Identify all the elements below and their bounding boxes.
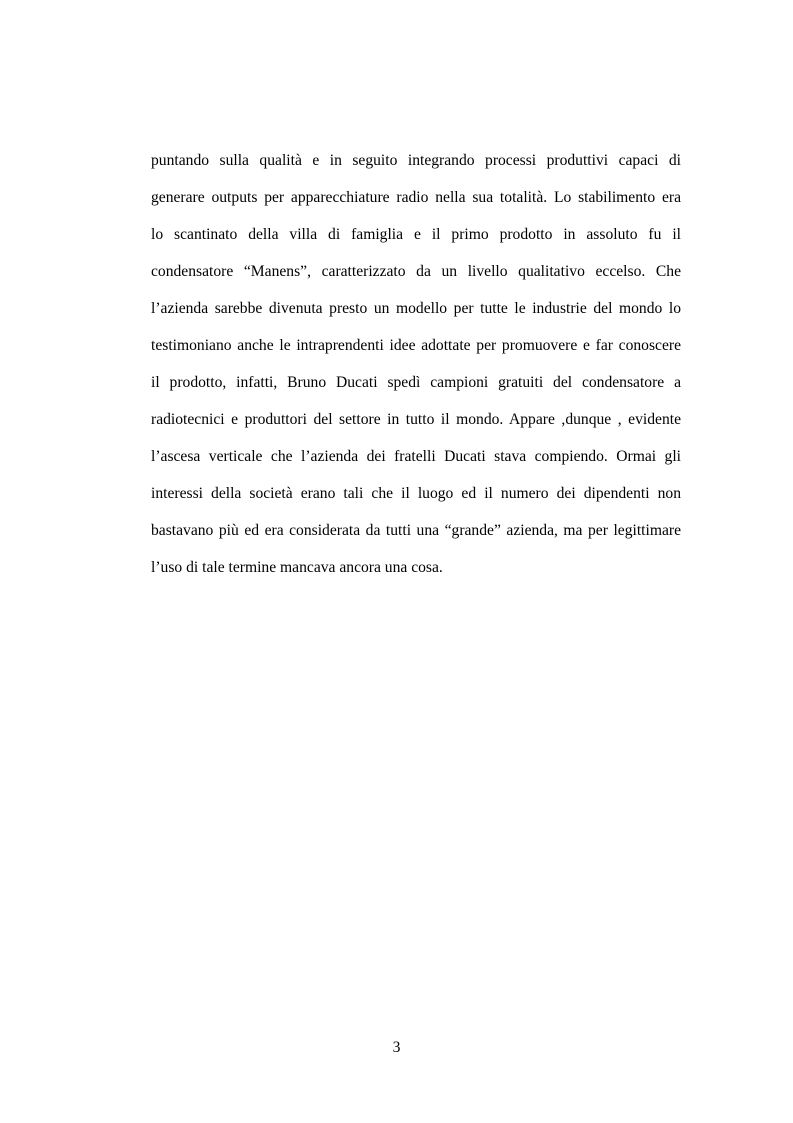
paragraph-line: testimoniano anche le intraprendenti idee adottate per promuovere e far conoscere [151,337,681,354]
paragraph-line: puntando sulla qualità e in seguito integrando processi produttivi capaci di [151,152,681,169]
paragraph-line: l’uso di tale termine mancava ancora una cosa. [151,559,443,576]
paragraph-line: il prodotto, infatti, Bruno Ducati spedì campioni gratuiti del condensatore a [151,374,681,391]
paragraph-line: condensatore “Manens”, caratterizzato da un livello qualitativo eccelso. Che [151,263,681,280]
page-number: 3 [392,1039,401,1056]
paragraph-line: interessi della società erano tali che il luogo ed il numero dei dipendenti non [151,485,681,502]
paragraph-line: bastavano più ed era considerata da tutti una “grande” azienda, ma per legittimare [151,522,681,539]
paragraph-line: radiotecnici e produttori del settore in tutto il mondo. Appare ,dunque , evidente [151,411,681,428]
paragraph-line: l’azienda sarebbe divenuta presto un modello per tutte le industrie del mondo lo [151,300,681,317]
body-paragraph [151,147,681,591]
paragraph-line: lo scantinato della villa di famiglia e il primo prodotto in assoluto fu il [151,226,681,243]
paragraph-line: generare outputs per apparecchiature radio nella sua totalità. Lo stabilimento era [151,189,681,206]
paragraph-line: l’ascesa verticale che l’azienda dei fratelli Ducati stava compiendo. Ormai gli [151,448,681,465]
